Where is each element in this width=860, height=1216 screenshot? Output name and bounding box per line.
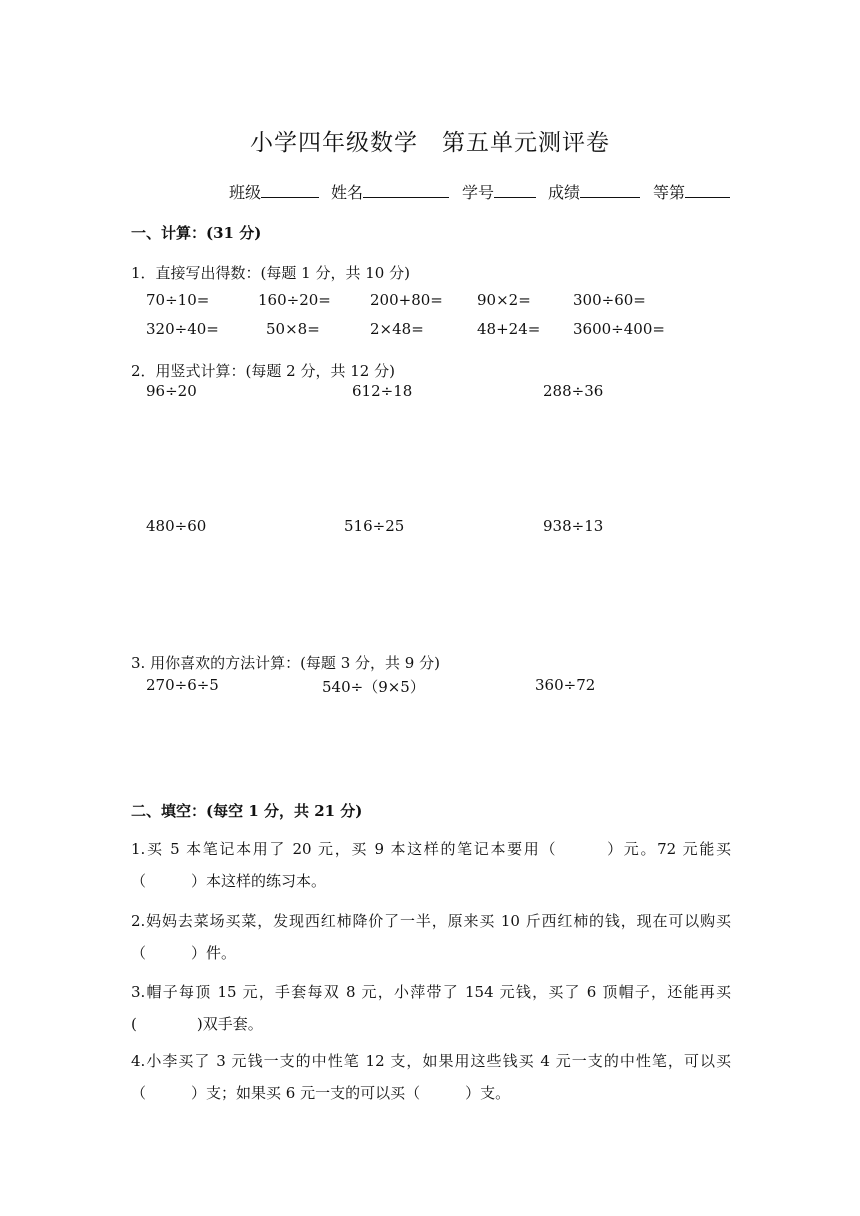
header-label-name: 姓名 — [331, 183, 364, 202]
class-blank[interactable] — [261, 183, 319, 198]
q2-item: 938÷13 — [543, 517, 604, 535]
q2-item: 516÷25 — [344, 517, 405, 535]
grade-blank[interactable] — [685, 183, 730, 198]
q1-item: 320÷40= — [146, 320, 219, 338]
q1-item: 2×48= — [370, 320, 424, 338]
q1-item: 3600÷400= — [573, 320, 665, 338]
q2-item: 612÷18 — [352, 382, 413, 400]
q1-item: 70÷10= — [146, 291, 210, 309]
page-title: 小学四年级数学 第五单元测评卷 — [250, 130, 610, 156]
q1-item: 160÷20= — [258, 291, 331, 309]
q1-item: 200+80= — [370, 291, 443, 309]
header-label-score: 成绩 — [548, 183, 581, 202]
q3-item: 540÷（9×5） — [322, 678, 425, 696]
fill-blank-item: 4.小李买了 3 元钱一支的中性笔 12 支，如果用这些钱买 4 元一支的中性笔，可以买（ ）支；如果买 6 元一支的可以买（ ）支。 — [131, 1052, 731, 1102]
q3-item: 270÷6÷5 — [146, 676, 219, 694]
header-label-grade: 等第 — [653, 183, 686, 202]
header-label-class: 班级 — [229, 183, 262, 202]
fill-blank-item: 2.妈妈去菜场买菜，发现西红柿降价了一半，原来买 10 斤西红柿的钱，现在可以购买（ ）件。 — [131, 912, 731, 962]
header-label-student-id: 学号 — [462, 183, 495, 202]
header-field-grade — [653, 180, 730, 203]
header-field-name — [331, 180, 449, 203]
section2-heading: 二、填空：(每空 1 分，共 21 分) — [131, 802, 363, 820]
q3-item: 360÷72 — [535, 676, 596, 694]
q2-item: 480÷60 — [146, 517, 207, 535]
header-field-class — [229, 180, 319, 203]
q3-title: 3. 用你喜欢的方法计算：(每题 3 分，共 9 分) — [131, 654, 440, 672]
fill-blank-item: 3.帽子每顶 15 元，手套每双 8 元，小萍带了 154 元钱，买了 6 顶帽子，还能再买( )双手套。 — [131, 983, 731, 1033]
score-blank[interactable] — [580, 183, 640, 198]
fill-blank-item: 1.买 5 本笔记本用了 20 元，买 9 本这样的笔记本要用（ ）元。72 元能买（ ）本这样的练习本。 — [131, 840, 731, 890]
q1-item: 300÷60= — [573, 291, 646, 309]
header-field-score — [548, 180, 640, 203]
student-id-blank[interactable] — [494, 183, 536, 198]
q1-item: 48+24= — [477, 320, 541, 338]
section1-heading: 一、计算：(31 分) — [131, 224, 262, 242]
q1-title: 1．直接写出得数：(每题 1 分，共 10 分) — [131, 264, 410, 282]
header-field-student-id — [462, 180, 536, 203]
q2-title: 2．用竖式计算：(每题 2 分，共 12 分) — [131, 362, 395, 380]
q1-item: 50×8= — [266, 320, 320, 338]
name-blank[interactable] — [363, 183, 449, 198]
q2-item: 288÷36 — [543, 382, 604, 400]
q1-item: 90×2= — [477, 291, 531, 309]
q2-item: 96÷20 — [146, 382, 197, 400]
